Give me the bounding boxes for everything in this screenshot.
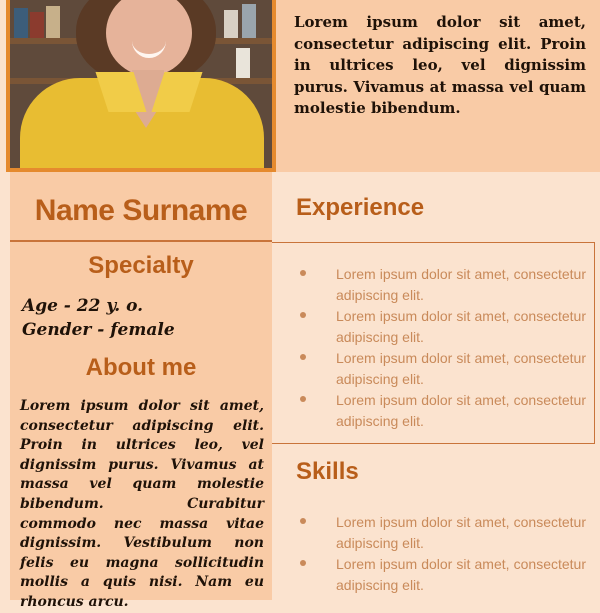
bullet-icon <box>300 396 306 402</box>
experience-list <box>296 264 586 432</box>
profile-column <box>10 172 272 610</box>
intro-text: Lorem ipsum dolor sit amet, consectetur adipiscing elit. Proin in ultrices leo, vel dignissim purus. Vivamus at massa vel quam molestie bibendum. <box>294 13 586 117</box>
skills-heading: Skills <box>296 458 359 485</box>
book <box>46 6 60 38</box>
experience-item-text: Lorem ipsum dolor sit amet, consectetur adipiscing elit. <box>336 266 586 303</box>
skill-item-text: Lorem ipsum dolor sit amet, consectetur adipiscing elit. <box>336 514 586 551</box>
experience-heading: Experience <box>296 194 425 221</box>
specialty-heading: Specialty <box>88 252 194 279</box>
skill-item-text: Lorem ipsum dolor sit amet, consectetur adipiscing elit. <box>336 556 586 593</box>
name-divider <box>10 240 272 242</box>
about-text: Lorem ipsum dolor sit amet, consectetur adipiscing elit. Proin in ultrices leo, vel dignissim purus. Vivamus at massa vel quam molestie bibendum. Curabitur commodo nec massa vitae dignissim. Vestibulum non felis eu magna sollicitudin mollis a quis nisi. Nam eu rhoncus arcu. <box>20 398 264 610</box>
experience-item <box>296 264 586 306</box>
intro-panel <box>276 0 600 172</box>
experience-item-text: Lorem ipsum dolor sit amet, consectetur adipiscing elit. <box>336 350 586 387</box>
about-heading: About me <box>85 354 197 381</box>
bullet-icon <box>300 354 306 360</box>
experience-item <box>296 348 586 390</box>
experience-item <box>296 390 586 432</box>
book <box>14 8 28 38</box>
person-name: Name Surname <box>34 194 248 227</box>
bullet-icon <box>300 518 306 524</box>
book <box>236 48 250 78</box>
experience-item <box>296 306 586 348</box>
book <box>30 12 44 38</box>
skill-item <box>296 554 586 596</box>
book <box>242 4 256 38</box>
gender-text: Gender - female <box>22 320 175 340</box>
book <box>224 10 238 38</box>
skills-list <box>296 512 586 596</box>
bullet-icon <box>300 270 306 276</box>
experience-item-text: Lorem ipsum dolor sit amet, consectetur adipiscing elit. <box>336 392 586 429</box>
profile-photo <box>6 0 276 172</box>
bullet-icon <box>300 560 306 566</box>
experience-item-text: Lorem ipsum dolor sit amet, consectetur adipiscing elit. <box>336 308 586 345</box>
skill-item <box>296 512 586 554</box>
bullet-icon <box>300 312 306 318</box>
age-text: Age - 22 y. o. <box>22 296 144 316</box>
